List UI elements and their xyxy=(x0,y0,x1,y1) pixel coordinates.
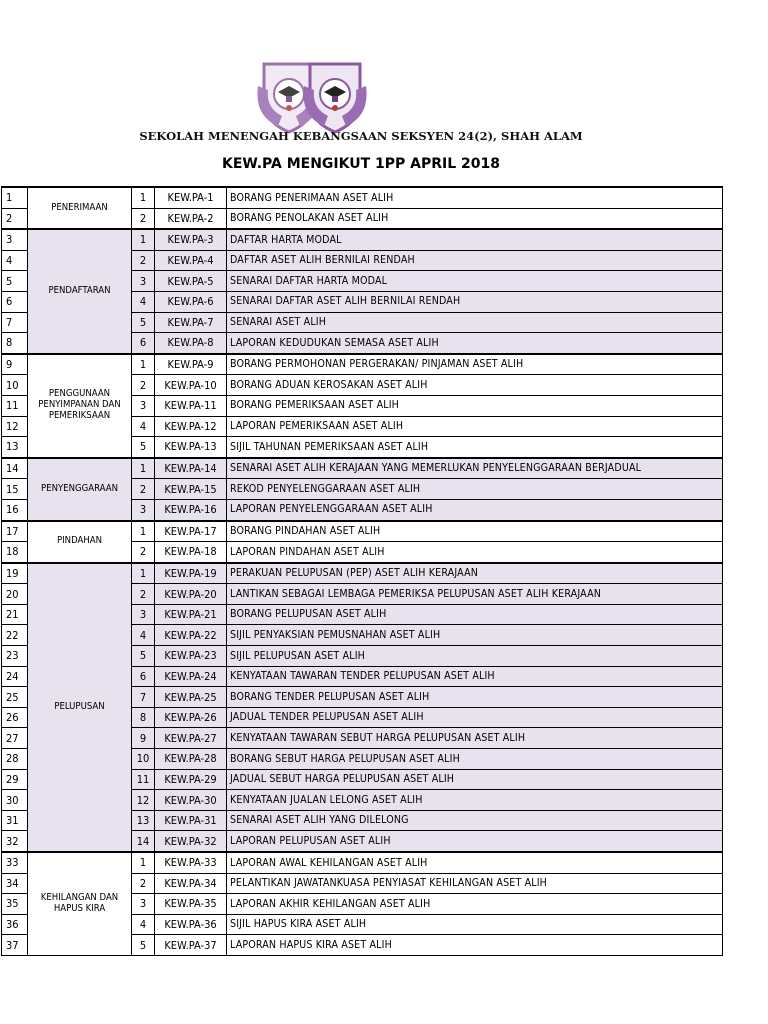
form-code: KEW.PA-22 xyxy=(155,625,227,646)
form-description: LAPORAN PEMERIKSAAN ASET ALIH xyxy=(227,416,723,437)
form-code: KEW.PA-7 xyxy=(155,312,227,333)
form-description: LAPORAN PENYELENGGARAAN ASET ALIH xyxy=(227,499,723,520)
form-description: LANTIKAN SEBAGAI LEMBAGA PEMERIKSA PELUPUSAN ASET ALIH KERAJAAN xyxy=(227,584,723,605)
sub-number: 2 xyxy=(132,542,155,563)
sub-number: 5 xyxy=(132,646,155,667)
sub-number: 3 xyxy=(132,395,155,416)
form-code: KEW.PA-13 xyxy=(155,437,227,458)
form-code: KEW.PA-6 xyxy=(155,291,227,312)
form-code: KEW.PA-23 xyxy=(155,646,227,667)
category-group xyxy=(2,229,723,354)
form-description: KENYATAAN TAWARAN SEBUT HARGA PELUPUSAN ASET ALIH xyxy=(227,728,723,749)
row-number: 5 xyxy=(2,271,28,292)
school-name: SEKOLAH MENENGAH KEBANGSAAN SEKSYEN 24(2), SHAH ALAM xyxy=(139,129,583,143)
table-row xyxy=(2,458,723,479)
table-row xyxy=(2,563,723,584)
page-title: KEW.PA MENGIKUT 1PP APRIL 2018 xyxy=(221,156,500,172)
form-description: JADUAL SEBUT HARGA PELUPUSAN ASET ALIH xyxy=(227,769,723,790)
row-number: 35 xyxy=(2,894,28,915)
row-number: 20 xyxy=(2,584,28,605)
sub-number: 2 xyxy=(132,250,155,271)
row-number: 30 xyxy=(2,790,28,811)
sub-number: 5 xyxy=(132,935,155,956)
form-description: SIJIL HAPUS KIRA ASET ALIH xyxy=(227,914,723,935)
form-description: LAPORAN KEDUDUKAN SEMASA ASET ALIH xyxy=(227,333,723,354)
row-number: 37 xyxy=(2,935,28,956)
form-description: SENARAI ASET ALIH KERAJAAN YANG MEMERLUKAN PENYELENGGARAAN BERJADUAL xyxy=(227,458,723,479)
form-code: KEW.PA-3 xyxy=(155,229,227,250)
sub-number: 2 xyxy=(132,873,155,894)
sub-number: 2 xyxy=(132,375,155,396)
row-number: 4 xyxy=(2,250,28,271)
form-code: KEW.PA-31 xyxy=(155,810,227,831)
form-description: KENYATAAN TAWARAN TENDER PELUPUSAN ASET ALIH xyxy=(227,666,723,687)
sub-number: 13 xyxy=(132,810,155,831)
row-number: 31 xyxy=(2,810,28,831)
form-code: KEW.PA-27 xyxy=(155,728,227,749)
form-code: KEW.PA-12 xyxy=(155,416,227,437)
form-description: SIJIL PENYAKSIAN PEMUSNAHAN ASET ALIH xyxy=(227,625,723,646)
sub-number: 5 xyxy=(132,312,155,333)
row-number: 16 xyxy=(2,499,28,520)
sub-number: 8 xyxy=(132,707,155,728)
form-code: KEW.PA-35 xyxy=(155,894,227,915)
form-description: LAPORAN PINDAHAN ASET ALIH xyxy=(227,542,723,563)
category-label: PENDAFTARAN xyxy=(28,229,132,354)
category-label: PELUPUSAN xyxy=(28,563,132,852)
table-row xyxy=(2,187,723,208)
row-number: 19 xyxy=(2,563,28,584)
category-group xyxy=(2,852,723,955)
form-description: REKOD PENYELENGGARAAN ASET ALIH xyxy=(227,479,723,500)
sub-number: 12 xyxy=(132,790,155,811)
sub-number: 7 xyxy=(132,687,155,708)
category-label: KEHILANGAN DAN HAPUS KIRA xyxy=(28,852,132,955)
sub-number: 3 xyxy=(132,894,155,915)
form-description: SENARAI ASET ALIH xyxy=(227,312,723,333)
form-description: BORANG ADUAN KEROSAKAN ASET ALIH xyxy=(227,375,723,396)
row-number: 2 xyxy=(2,208,28,229)
row-number: 23 xyxy=(2,646,28,667)
row-number: 13 xyxy=(2,437,28,458)
form-code: KEW.PA-30 xyxy=(155,790,227,811)
form-code: KEW.PA-20 xyxy=(155,584,227,605)
row-number: 33 xyxy=(2,852,28,873)
school-crest-icon xyxy=(302,56,368,136)
form-code: KEW.PA-28 xyxy=(155,749,227,770)
row-number: 18 xyxy=(2,542,28,563)
table-row xyxy=(2,521,723,542)
sub-number: 14 xyxy=(132,831,155,852)
row-number: 24 xyxy=(2,666,28,687)
form-description: DAFTAR HARTA MODAL xyxy=(227,229,723,250)
form-description: PERAKUAN PELUPUSAN (PEP) ASET ALIH KERAJAAN xyxy=(227,563,723,584)
row-number: 8 xyxy=(2,333,28,354)
category-group xyxy=(2,521,723,563)
table-row xyxy=(2,354,723,375)
sub-number: 3 xyxy=(132,604,155,625)
form-description: KENYATAAN JUALAN LELONG ASET ALIH xyxy=(227,790,723,811)
sub-number: 2 xyxy=(132,208,155,229)
sub-number: 1 xyxy=(132,563,155,584)
row-number: 22 xyxy=(2,625,28,646)
sub-number: 3 xyxy=(132,271,155,292)
row-number: 11 xyxy=(2,395,28,416)
sub-number: 2 xyxy=(132,479,155,500)
form-description: BORANG PENERIMAAN ASET ALIH xyxy=(227,187,723,208)
sub-number: 4 xyxy=(132,416,155,437)
sub-number: 2 xyxy=(132,584,155,605)
form-description: BORANG PENOLAKAN ASET ALIH xyxy=(227,208,723,229)
form-description: BORANG TENDER PELUPUSAN ASET ALIH xyxy=(227,687,723,708)
form-code: KEW.PA-11 xyxy=(155,395,227,416)
sub-number: 1 xyxy=(132,458,155,479)
kew-pa-table xyxy=(1,186,723,956)
row-number: 15 xyxy=(2,479,28,500)
form-description: JADUAL TENDER PELUPUSAN ASET ALIH xyxy=(227,707,723,728)
form-description: LAPORAN PELUPUSAN ASET ALIH xyxy=(227,831,723,852)
row-number: 14 xyxy=(2,458,28,479)
form-code: KEW.PA-26 xyxy=(155,707,227,728)
form-code: KEW.PA-24 xyxy=(155,666,227,687)
row-number: 25 xyxy=(2,687,28,708)
sub-number: 6 xyxy=(132,333,155,354)
row-number: 21 xyxy=(2,604,28,625)
category-group xyxy=(2,187,723,229)
category-label: PINDAHAN xyxy=(28,521,132,563)
row-number: 26 xyxy=(2,707,28,728)
form-code: KEW.PA-10 xyxy=(155,375,227,396)
form-description: SIJIL PELUPUSAN ASET ALIH xyxy=(227,646,723,667)
form-code: KEW.PA-2 xyxy=(155,208,227,229)
form-description: LAPORAN AKHIR KEHILANGAN ASET ALIH xyxy=(227,894,723,915)
row-number: 17 xyxy=(2,521,28,542)
row-number: 7 xyxy=(2,312,28,333)
form-code: KEW.PA-8 xyxy=(155,333,227,354)
sub-number: 4 xyxy=(132,625,155,646)
sub-number: 9 xyxy=(132,728,155,749)
sub-number: 6 xyxy=(132,666,155,687)
form-code: KEW.PA-14 xyxy=(155,458,227,479)
form-description: DAFTAR ASET ALIH BERNILAI RENDAH xyxy=(227,250,723,271)
row-number: 3 xyxy=(2,229,28,250)
form-description: SENARAI DAFTAR ASET ALIH BERNILAI RENDAH xyxy=(227,291,723,312)
row-number: 32 xyxy=(2,831,28,852)
category-label: PENGGUNAAN PENYIMPANAN DAN PEMERIKSAAN xyxy=(28,354,132,458)
form-description: BORANG PELUPUSAN ASET ALIH xyxy=(227,604,723,625)
form-code: KEW.PA-9 xyxy=(155,354,227,375)
form-description: BORANG PINDAHAN ASET ALIH xyxy=(227,521,723,542)
table-row xyxy=(2,229,723,250)
form-description: BORANG PEMERIKSAAN ASET ALIH xyxy=(227,395,723,416)
form-description: SENARAI ASET ALIH YANG DILELONG xyxy=(227,810,723,831)
form-code: KEW.PA-36 xyxy=(155,914,227,935)
sub-number: 10 xyxy=(132,749,155,770)
sub-number: 5 xyxy=(132,437,155,458)
form-code: KEW.PA-17 xyxy=(155,521,227,542)
form-description: BORANG PERMOHONAN PERGERAKAN/ PINJAMAN ASET ALIH xyxy=(227,354,723,375)
category-group xyxy=(2,563,723,852)
sub-number: 1 xyxy=(132,187,155,208)
sub-number: 1 xyxy=(132,521,155,542)
form-description: BORANG SEBUT HARGA PELUPUSAN ASET ALIH xyxy=(227,749,723,770)
row-number: 9 xyxy=(2,354,28,375)
sub-number: 3 xyxy=(132,499,155,520)
form-description: SIJIL TAHUNAN PEMERIKSAAN ASET ALIH xyxy=(227,437,723,458)
form-code: KEW.PA-16 xyxy=(155,499,227,520)
category-group xyxy=(2,458,723,521)
form-description: LAPORAN HAPUS KIRA ASET ALIH xyxy=(227,935,723,956)
row-number: 6 xyxy=(2,291,28,312)
sub-number: 4 xyxy=(132,914,155,935)
table-row xyxy=(2,852,723,873)
form-code: KEW.PA-18 xyxy=(155,542,227,563)
row-number: 34 xyxy=(2,873,28,894)
sub-number: 1 xyxy=(132,229,155,250)
sub-number: 11 xyxy=(132,769,155,790)
form-code: KEW.PA-1 xyxy=(155,187,227,208)
category-label: PENYENGGARAAN xyxy=(28,458,132,521)
category-group xyxy=(2,354,723,458)
row-number: 12 xyxy=(2,416,28,437)
row-number: 28 xyxy=(2,749,28,770)
category-label: PENERIMAAN xyxy=(28,187,132,229)
form-code: KEW.PA-5 xyxy=(155,271,227,292)
school-logos xyxy=(256,56,382,138)
row-number: 27 xyxy=(2,728,28,749)
form-code: KEW.PA-21 xyxy=(155,604,227,625)
sub-number: 4 xyxy=(132,291,155,312)
form-code: KEW.PA-25 xyxy=(155,687,227,708)
form-description: LAPORAN AWAL KEHILANGAN ASET ALIH xyxy=(227,852,723,873)
form-code: KEW.PA-32 xyxy=(155,831,227,852)
sub-number: 1 xyxy=(132,354,155,375)
form-description: SENARAI DAFTAR HARTA MODAL xyxy=(227,271,723,292)
form-code: KEW.PA-29 xyxy=(155,769,227,790)
form-code: KEW.PA-34 xyxy=(155,873,227,894)
form-description: PELANTIKAN JAWATANKUASA PENYIASAT KEHILANGAN ASET ALIH xyxy=(227,873,723,894)
form-code: KEW.PA-37 xyxy=(155,935,227,956)
row-number: 10 xyxy=(2,375,28,396)
form-code: KEW.PA-33 xyxy=(155,852,227,873)
sub-number: 1 xyxy=(132,852,155,873)
form-code: KEW.PA-15 xyxy=(155,479,227,500)
form-code: KEW.PA-4 xyxy=(155,250,227,271)
form-code: KEW.PA-19 xyxy=(155,563,227,584)
row-number: 1 xyxy=(2,187,28,208)
row-number: 36 xyxy=(2,914,28,935)
row-number: 29 xyxy=(2,769,28,790)
